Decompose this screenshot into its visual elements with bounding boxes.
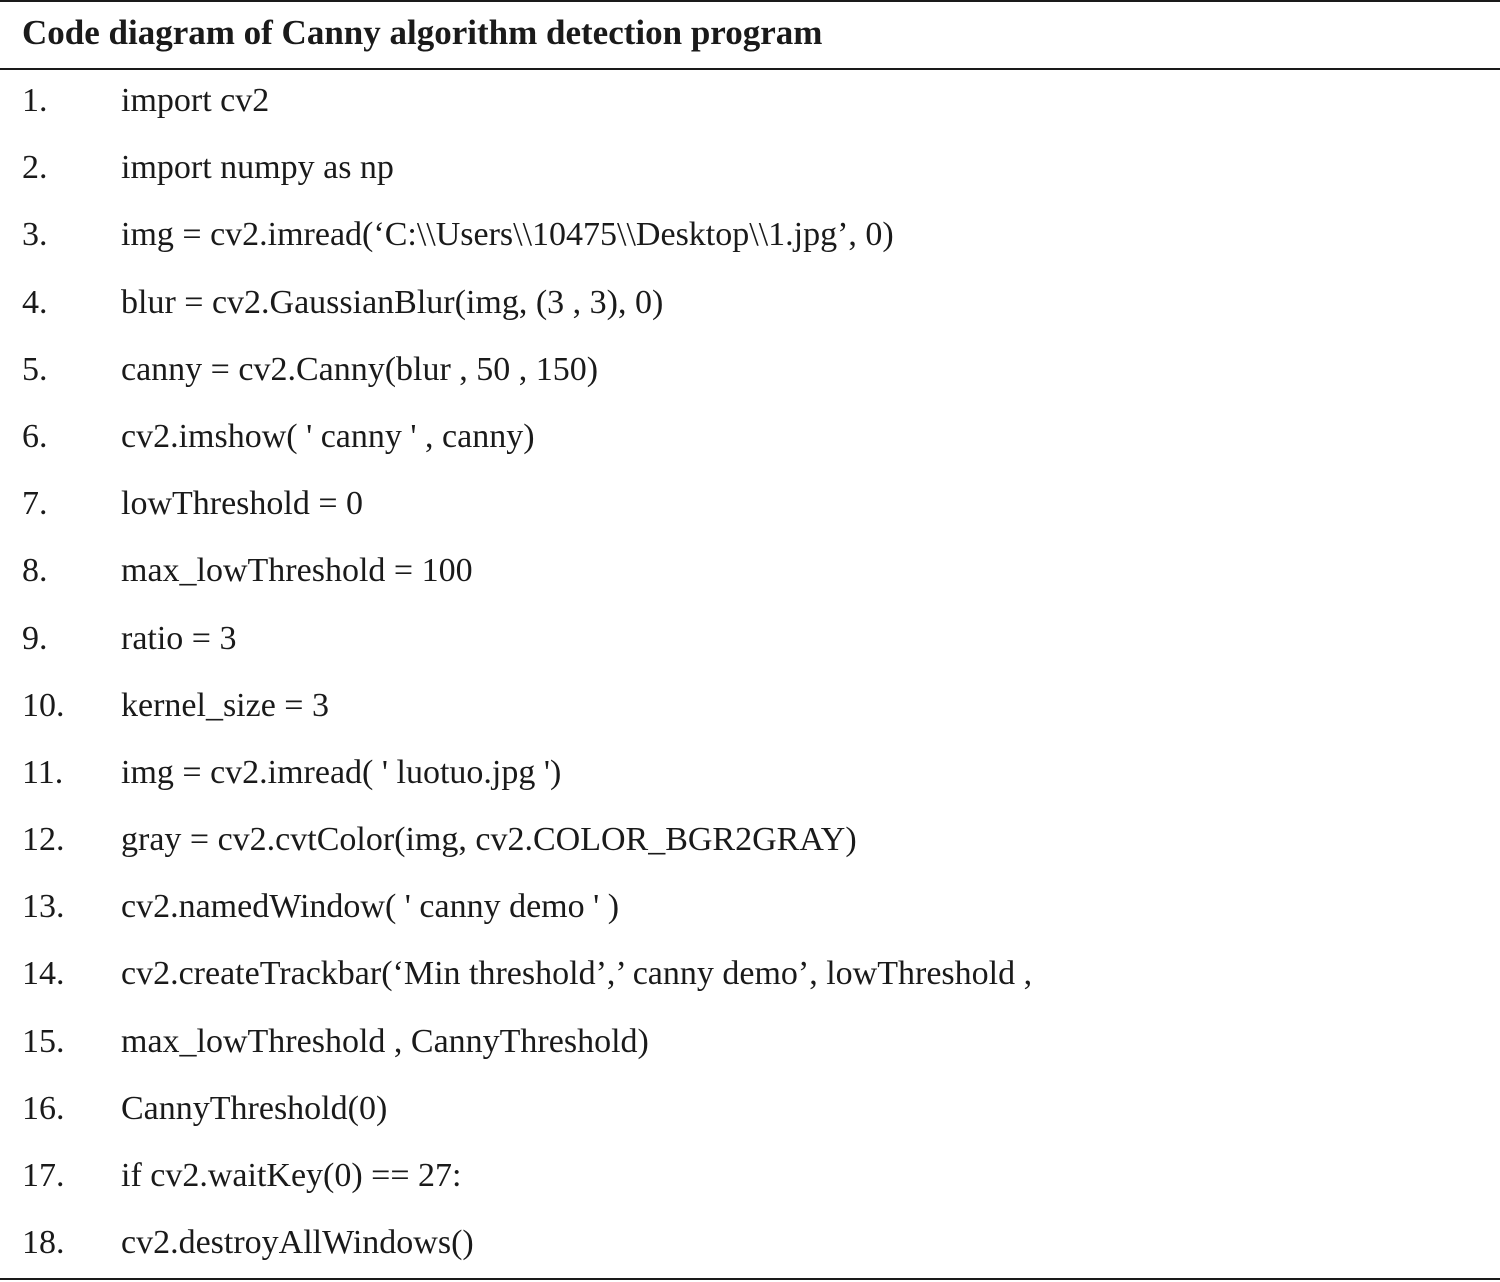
line-number: 14. [22,955,65,993]
line-code: img = cv2.imread(‘C:\\Users\\10475\\Desktop\\1.jpg’, 0) [121,216,894,254]
code-line [0,606,1500,673]
line-number: 9. [22,619,48,657]
line-number: 10. [22,686,65,724]
line-code: import cv2 [121,82,270,119]
line-number: 5. [22,350,48,388]
line-number: 3. [22,216,48,254]
line-number: 7. [22,485,48,523]
line-number: 8. [22,552,48,590]
line-number: 15. [22,1022,65,1060]
line-number: 1. [22,82,48,119]
line-code: cv2.imshow( ' canny ' , canny) [121,417,535,455]
line-code: if cv2.waitKey(0) == 27: [121,1157,462,1194]
line-code: cv2.namedWindow( ' canny demo ' ) [121,888,620,926]
code-line [0,941,1500,1008]
line-number: 18. [22,1224,65,1262]
table-title: Code diagram of Canny algorithm detection program [22,13,823,52]
line-code: max_lowThreshold = 100 [121,552,473,590]
code-line [0,1143,1500,1210]
line-number: 16. [22,1089,65,1127]
code-line [0,1076,1500,1143]
code-line [0,202,1500,269]
line-number: 13. [22,888,65,926]
line-code: kernel_size = 3 [121,686,329,724]
line-number: 6. [22,417,48,455]
line-number: 4. [22,283,48,321]
line-code: max_lowThreshold , CannyThreshold) [121,1022,649,1060]
line-code: img = cv2.imread( ' luotuo.jpg ') [121,753,562,791]
code-line [0,404,1500,471]
line-number: 17. [22,1157,65,1194]
line-code: gray = cv2.cvtColor(img, cv2.COLOR_BGR2GRAY) [121,821,857,859]
line-number: 12. [22,821,65,859]
table-bottom-rule [0,1278,1500,1280]
code-line [0,471,1500,538]
line-number: 11. [22,753,64,791]
line-code: CannyThreshold(0) [121,1089,388,1127]
line-code: canny = cv2.Canny(blur , 50 , 150) [121,350,599,388]
line-code: cv2.createTrackbar(‘Min threshold’,’ canny demo’, lowThreshold , [121,955,1033,993]
code-line [0,68,1500,135]
line-code: blur = cv2.GaussianBlur(img, (3 , 3), 0) [121,283,664,321]
code-line [0,1009,1500,1076]
table-top-rule [0,0,1500,2]
code-line [0,538,1500,605]
code-line [0,337,1500,404]
code-line [0,740,1500,807]
code-line [0,270,1500,337]
line-code: lowThreshold = 0 [121,485,364,523]
code-line [0,135,1500,202]
line-number: 2. [22,149,48,187]
code-lines [0,68,1500,1277]
line-code: cv2.destroyAllWindows() [121,1224,474,1262]
line-code: import numpy as np [121,149,394,187]
code-line [0,673,1500,740]
code-line [0,874,1500,941]
code-line [0,1210,1500,1277]
code-line [0,807,1500,874]
line-code: ratio = 3 [121,619,237,657]
